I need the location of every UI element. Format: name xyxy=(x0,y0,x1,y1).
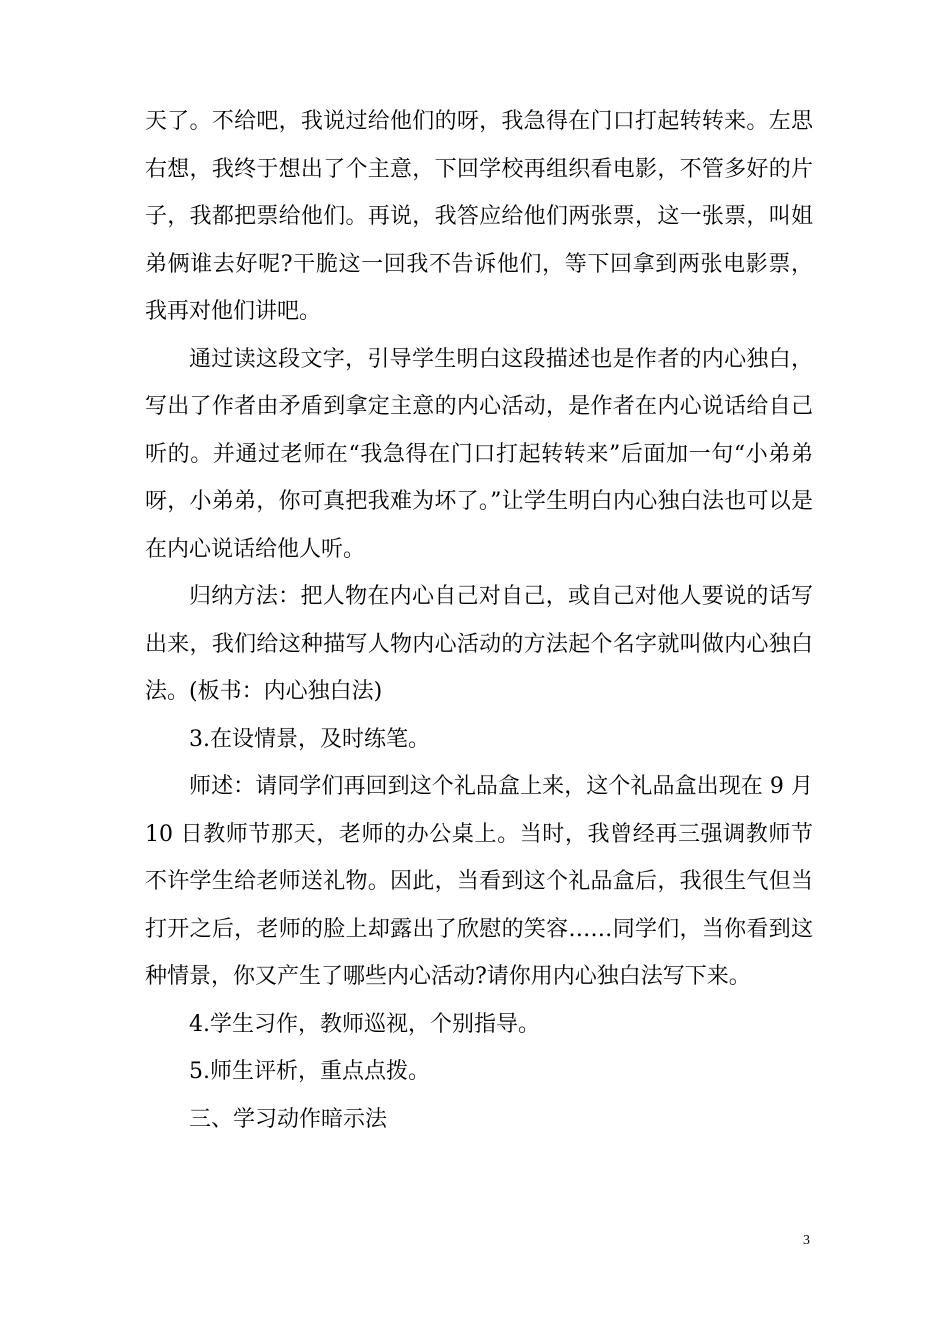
paragraph-1: 天了。不给吧，我说过给他们的呀，我急得在门口打起转转来。左思右想，我终于想出了个主意，下回学校再组织看电影，不管多好的片子，我都把票给他们。再说，我答应给他们两张票，这一张票，叫姐弟俩谁去好呢?干脆这一回我不告诉他们，等下回拿到两张电影票，我再对他们讲吧。 xyxy=(145,109,813,324)
document-body xyxy=(145,98,813,1143)
paragraph-6: 4.学生习作，教师巡视，个别指导。 xyxy=(189,1011,540,1037)
section-heading: 三、学习动作暗示法 xyxy=(189,1106,388,1132)
paragraph-2: 通过读这段文字，引导学生明白这段描述也是作者的内心独白，写出了作者由矛盾到拿定主意的内心活动，是作者在内心说话给自己听的。并通过老师在“我急得在门口打起转转来”后面加一句“小弟弟呀，小弟弟，你可真把我难为坏了。”让学生明白内心独白法也可以是在内心说话给他人听。 xyxy=(145,346,813,562)
paragraph-3: 归纳方法：把人物在内心自己对自己，或自己对他人要说的话写出来，我们给这种描写人物内心活动的方法起个名字就叫做内心独白法。(板书：内心独白法) xyxy=(145,584,813,704)
paragraph-4: 3.在设情景，及时练笔。 xyxy=(189,726,430,752)
paragraph-5: 师述：请同学们再回到这个礼品盒上来，这个礼品盒出现在 9 月 10 日教师节那天，老师的办公桌上。当时，我曾经再三强调教师节不许学生给老师送礼物。因此，当看到这个礼品盒后，我很生气但当打开之后，老师的脸上却露出了欣慰的笑容……同学们，当你看到这种情景，你又产生了哪些内心活动?请你用内心独白法写下来。 xyxy=(145,774,813,989)
page-number: 3 xyxy=(803,1233,810,1248)
paragraph-7: 5.师生评析，重点点拨。 xyxy=(189,1059,430,1084)
